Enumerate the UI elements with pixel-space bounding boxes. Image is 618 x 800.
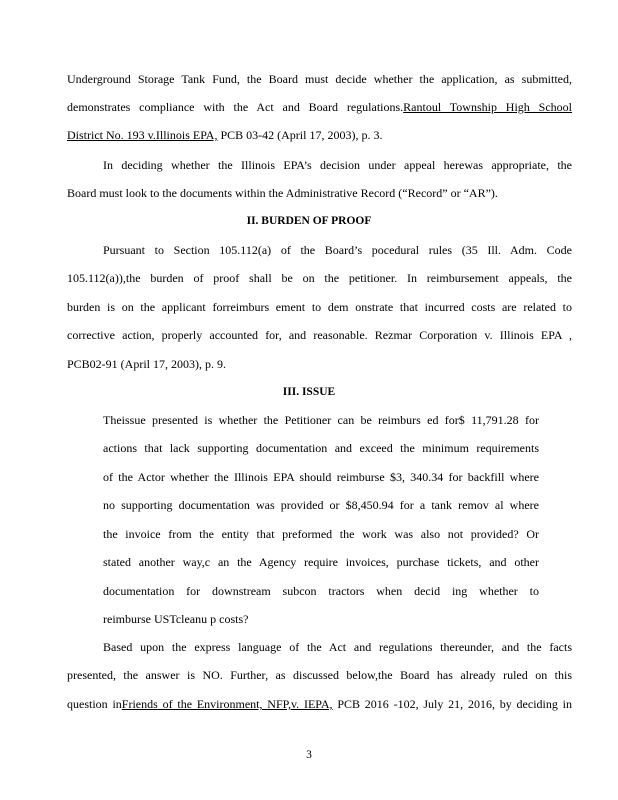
section-heading-issue: III. ISSUE [282,386,336,398]
issue-line: actions that lack supporting documentation and exceed the minimum requirements [103,441,539,455]
body-line: Underground Storage Tank Fund, the Board must decide whether the application, as submitted, [67,72,572,86]
body-line: Based upon the express language of the Act and regulations thereunder, and the facts [103,640,572,654]
case-citation: Rantoul Township High School [403,100,572,114]
body-line [67,697,572,711]
page-number: 3 [306,749,312,761]
body-line [67,100,572,114]
body-line: In deciding whether the Illinois EPA’s decision under appeal herewas appropriate, the [103,158,572,172]
case-citation: Friends of the Environment, NFP,v. IEPA, [121,697,333,711]
issue-line: reimburse USTcleanu p costs? [103,612,249,626]
case-citation: District No. 193 v.Illinois EPA, [67,128,218,142]
issue-line: documentation for downstream subcon tractors when decid ing whether to [103,584,539,598]
body-line: Board must look to the documents within the Administrative Record (“Record” or “AR”). [67,186,498,200]
issue-line: the invoice from the entity that preformed the work was also not provided? Or [103,527,539,541]
body-line [67,128,382,142]
body-line: PCB02-91 (April 17, 2003), p. 9. [67,357,226,371]
text-run: PCB 03-42 (April 17, 2003), p. 3. [217,128,383,142]
issue-line: of the Actor whether the Illinois EPA should reimburse $3, 340.34 for backfill where [103,470,539,484]
text-run: demonstrates compliance with the Act and Board regulations. [67,100,404,114]
text-run: PCB 2016 -102, July 21, 2016, by deciding in [332,697,573,711]
section-heading-burden: II. BURDEN OF PROOF [246,215,372,227]
issue-line: Theissue presented is whether the Petitioner can be reimburs ed for$ 11,791.28 for [103,413,539,427]
body-line: presented, the answer is NO. Further, as discussed below,the Board has already ruled on this [67,668,572,682]
body-line: Pursuant to Section 105.112(a) of the Board’s pocedural rules (35 Ill. Adm. Code [103,243,572,257]
issue-line: stated another way,c an the Agency require invoices, purchase tickets, and other [103,555,539,569]
text-run: question in [67,697,122,711]
issue-line: no supporting documentation was provided or $8,450.94 for a tank remov al where [103,498,539,512]
body-line: 105.112(a)),the burden of proof shall be on the petitioner. In reimbursement appeals, the [67,271,572,285]
body-line: corrective action, properly accounted for, and reasonable. Rezmar Corporation v. Illinois EPA , [67,328,572,342]
body-line: burden is on the applicant forreimburs ement to dem onstrate that incurred costs are related to [67,300,572,314]
